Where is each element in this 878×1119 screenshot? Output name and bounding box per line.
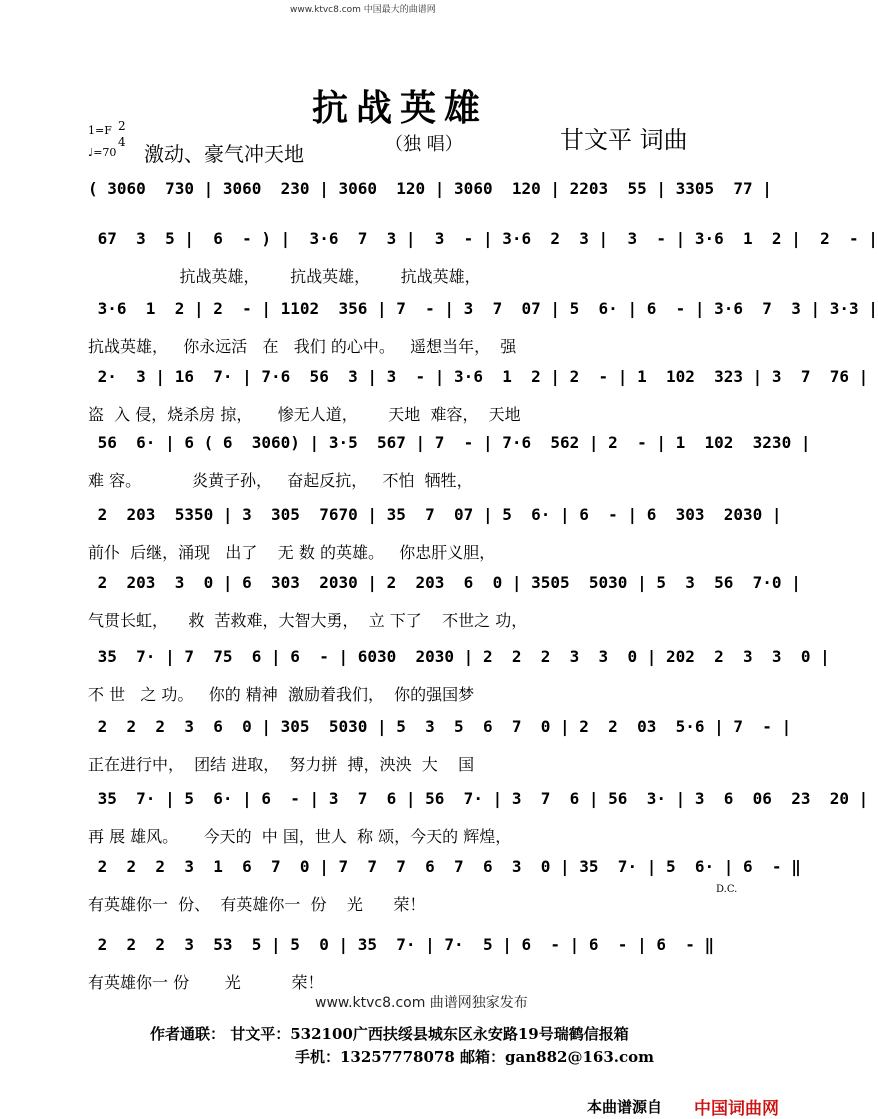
score-lyrics: 前仆 后继，涌现 出了 无 数 的英雄。 你忠肝义胆， bbox=[88, 543, 496, 562]
score-notes: 2 203 3 0 | 6 303 2030 | 2 203 6 0 | 3505 5030 | 5 3 56 7·0 | bbox=[88, 572, 801, 592]
score-notes: 67 3 5 | 6 - ) | 3·6 7 3 | 3 - | 3·6 2 3 | 3 - | 3·6 1 2 | 2 - | bbox=[88, 228, 878, 248]
time-signature bbox=[118, 118, 126, 150]
score-notes: 2 2 2 3 6 0 | 305 5030 | 5 3 5 6 7 0 | 2 2 03 5·6 | 7 - | bbox=[88, 716, 792, 736]
song-subtitle: （独 唱） bbox=[385, 134, 463, 155]
score-notes: 2 2 2 3 1 6 7 0 | 7 7 7 6 7 6 3 0 | 35 7· | 5 6· | 6 - ‖ bbox=[88, 856, 801, 876]
score-lyrics: 抗战英雄， 抗战英雄， 抗战英雄， bbox=[88, 267, 481, 286]
song-title: 抗战英雄 bbox=[312, 87, 489, 129]
score-notes: 2· 3 | 16 7· | 7·6 56 3 | 3 - | 3·6 1 2 | 2 - | 1 102 323 | 3 7 76 | bbox=[88, 366, 869, 386]
mood-mark: 激动、豪气冲天地 bbox=[144, 142, 304, 166]
score-lyrics: 盗 入 侵，烧杀房 掠， 惨无人道， 天地 难容， 天地 bbox=[88, 405, 521, 424]
score-notes: 2 2 2 3 53 5 | 5 0 | 35 7· | 7· 5 | 6 - | 6 - | 6 - ‖ bbox=[88, 934, 715, 954]
score-notes: 35 7· | 7 75 6 | 6 - | 6030 2030 | 2 2 2 3 3 0 | 202 2 3 3 0 | bbox=[88, 646, 830, 666]
time-signature-bottom: 4 bbox=[118, 135, 126, 149]
score-lyrics: 有英雄你一 份、 有英雄你一 份 光 荣！ bbox=[88, 895, 426, 914]
site-header-line: www.ktvc8.com 中国最大的曲谱网 bbox=[290, 5, 436, 15]
key-signature: 1=F bbox=[88, 124, 112, 137]
score-lyrics: 再 展 雄风。 今天的 中 国，世人 称 颂，今天的 辉煌， bbox=[88, 827, 512, 846]
score-notes: 3·6 1 2 | 2 - | 1102 356 | 7 - | 3 7 07 | 5 6· | 6 - | 3·6 7 3 | 3·3 | bbox=[88, 298, 878, 318]
score-notes: 35 7· | 5 6· | 6 - | 3 7 6 | 56 7· | 3 7 6 | 56 3· | 3 6 06 23 20 | bbox=[88, 788, 869, 808]
tempo-mark: ♩=70 bbox=[88, 146, 117, 159]
author-contact-line: 手机：13257778078 邮箱：gan882@163.com bbox=[295, 1048, 654, 1066]
dc-mark: D.C. bbox=[716, 884, 738, 895]
score-lyrics: 不 世 之 功。 你的 精神 激励着我们， 你的强国梦 bbox=[88, 685, 475, 704]
score-lyrics: 抗战英雄， 你永远活 在 我们 的心中。 遥想当年， 强 bbox=[88, 337, 517, 356]
score-lyrics: 有英雄你一 份 光 荣！ bbox=[88, 973, 324, 992]
score-notes: ( 3060 730 | 3060 230 | 3060 120 | 3060 120 | 2203 55 | 3305 77 | bbox=[88, 178, 772, 198]
brand-name: 中国词曲网 bbox=[694, 1099, 779, 1119]
author-contact-line: 作者通联： 甘文平：532100广西扶绥县城东区永安路19号瑞鹤信报箱 bbox=[150, 1025, 629, 1043]
source-label: 本曲谱源自 bbox=[587, 1098, 663, 1116]
score-lyrics: 正在进行中， 团结 进取， 努力拼 搏，泱泱 大 国 bbox=[88, 755, 475, 774]
footer-url: www.ktvc8.com 曲谱网独家发布 bbox=[315, 995, 528, 1011]
song-author: 甘文平 词曲 bbox=[560, 126, 688, 154]
score-lyrics: 难 容。 炎黄子孙， 奋起反抗， 不怕 牺牲， bbox=[88, 471, 473, 490]
score-lyrics: 气贯长虹， 救 苦救难，大智大勇， 立 下了 不世之 功， bbox=[88, 611, 528, 630]
time-signature-top: 2 bbox=[118, 119, 126, 133]
score-notes: 2 203 5350 | 3 305 7670 | 35 7 07 | 5 6· | 6 - | 6 303 2030 | bbox=[88, 504, 782, 524]
score-notes: 56 6· | 6 ( 6 3060) | 3·5 567 | 7 - | 7·6 562 | 2 - | 1 102 3230 | bbox=[88, 432, 811, 452]
